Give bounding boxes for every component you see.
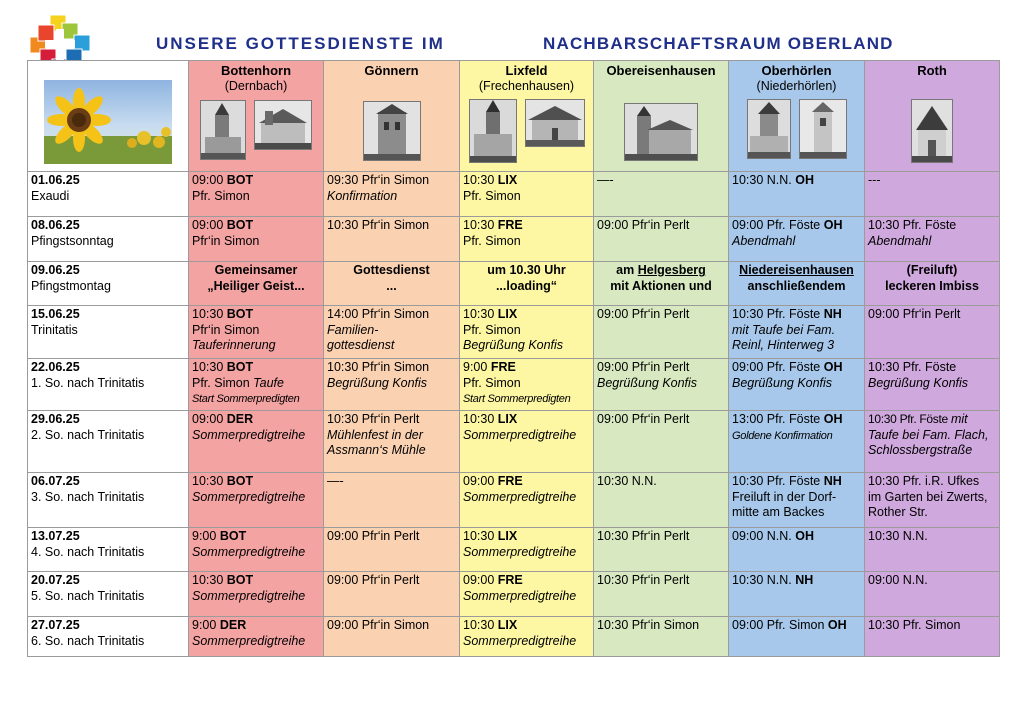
service-note: Abendmahl <box>732 233 796 248</box>
service-line: 10:30 Pfr‘in Simon <box>597 618 700 632</box>
location-code: OH <box>795 529 814 543</box>
date: 29.06.25 <box>31 412 80 426</box>
banner-text: am <box>616 263 638 277</box>
location-code: BOT <box>226 218 254 232</box>
service-line: 09:00 N.N. <box>732 529 792 543</box>
service-note: Sommerpredigtreihe <box>192 544 306 559</box>
banner-text: mit Aktionen und <box>610 278 712 293</box>
service-time: 9:00 <box>192 529 217 543</box>
banner-text: ...loading“ <box>495 278 558 293</box>
church-photo <box>469 99 517 163</box>
column-name: Obereisenhausen <box>606 63 716 78</box>
service-time: 10:30 <box>192 360 224 374</box>
service-time: 9:00 <box>192 618 217 632</box>
location-code: LIX <box>497 307 518 321</box>
service-line: 10:30 Pfr. Simon <box>868 618 961 632</box>
banner-text: Gemeinsamer <box>214 263 298 277</box>
column-header-bottenhorn <box>189 61 324 172</box>
service-line: 10:30 Pfr‘in Perlt <box>327 412 420 426</box>
location-code: NH <box>823 474 842 488</box>
location-code: OH <box>795 173 814 187</box>
service-time: 10:30 <box>463 412 495 426</box>
service-line: 09:00 Pfr‘in Perlt <box>327 529 420 543</box>
service-note: Sommerpredigtreihe <box>463 588 577 603</box>
service-note: Mühlenfest in der <box>327 427 423 442</box>
column-subname: (Niederhörlen) <box>756 78 837 93</box>
pastor: Pfr. Simon <box>463 322 521 337</box>
banner-place: Niedereisenhausen <box>739 263 854 277</box>
service-line: 09:30 Pfr‘in Simon <box>327 173 430 187</box>
service-note: mitte am Backes <box>732 505 825 519</box>
church-photo <box>624 103 698 161</box>
column-header-oberhoerlen <box>729 61 865 172</box>
service-note: Konfirmation <box>327 188 398 203</box>
church-photo <box>799 99 847 159</box>
service-note: mit <box>950 412 968 426</box>
service-note: Taufe <box>253 375 284 390</box>
column-name: Bottenhorn <box>220 63 292 78</box>
date: 09.06.25 <box>31 263 80 277</box>
location-code: LIX <box>497 173 518 187</box>
banner-text: ... <box>386 278 397 293</box>
service-line: 10:30 Pfr‘in Perlt <box>597 529 690 543</box>
location-code: LIX <box>497 412 518 426</box>
service-time: 09:00 <box>192 412 224 426</box>
location-code: BOT <box>226 573 254 587</box>
service-line: 14:00 Pfr‘in Simon <box>327 307 430 321</box>
service-line: 09:00 Pfr. Föste <box>732 360 821 374</box>
service-time: 10:30 <box>463 529 495 543</box>
service-line: 09:00 Pfr‘in Perlt <box>597 412 690 426</box>
service-note: Begrüßung Konfis <box>732 375 833 390</box>
location-code: FRE <box>497 573 523 587</box>
service-note: Taufe bei Fam. Flach, <box>868 427 989 442</box>
service-time: 10:30 <box>463 618 495 632</box>
service-note: Assmann‘s Mühle <box>327 443 426 457</box>
banner-text: (Freiluft) <box>906 263 958 277</box>
church-photo <box>200 100 246 160</box>
date: 27.07.25 <box>31 618 80 632</box>
column-subname: (Dernbach) <box>224 78 288 93</box>
service-line: --- <box>868 173 881 187</box>
day-name: Exaudi <box>31 188 70 203</box>
service-time: 09:00 <box>463 474 495 488</box>
table-row <box>28 306 1000 359</box>
header-row <box>28 61 1000 172</box>
service-note: Schlossbergstraße <box>868 443 973 457</box>
date: 01.06.25 <box>31 173 80 187</box>
service-line: 13:00 Pfr. Föste <box>732 412 821 426</box>
pastor: Pfr‘in Simon <box>192 233 260 248</box>
pastor: Pfr. Simon <box>463 233 521 248</box>
service-line: 10:30 Pfr. i.R. Ufkes <box>868 474 980 488</box>
day-name: Pfingstsonntag <box>31 233 114 248</box>
pastor: Pfr. Simon <box>192 188 250 203</box>
service-time: 10:30 <box>192 573 224 587</box>
table-row <box>28 528 1000 572</box>
service-note: Begrüßung Konfis <box>327 375 428 390</box>
service-note: Goldene Konfirmation <box>732 429 833 442</box>
service-time: 10:30 <box>192 307 224 321</box>
date: 15.06.25 <box>31 307 80 321</box>
service-note: Sommerpredigtreihe <box>463 489 577 504</box>
service-note: gottesdienst <box>327 338 395 352</box>
church-photo <box>254 100 312 150</box>
service-note: Sommerpredigtreihe <box>463 633 577 648</box>
banner-place: Helgesberg <box>637 263 706 277</box>
date: 13.07.25 <box>31 529 80 543</box>
service-time: 09:00 <box>463 573 495 587</box>
service-note: Start Sommerpredigten <box>463 393 571 405</box>
date: 06.07.25 <box>31 474 80 488</box>
location-code: FRE <box>497 474 523 488</box>
day-name: 4. So. nach Trinitatis <box>31 544 145 559</box>
service-time: 9:00 <box>463 360 488 374</box>
service-line: 09:00 Pfr‘in Perlt <box>327 573 420 587</box>
service-line: —- <box>597 173 614 187</box>
banner-text: um 10.30 Uhr <box>487 263 566 277</box>
service-line: 09:00 Pfr‘in Perlt <box>868 307 961 321</box>
service-time: 10:30 <box>463 173 495 187</box>
location-code: LIX <box>497 529 518 543</box>
column-name: Roth <box>917 63 947 78</box>
location-code: DER <box>226 412 254 426</box>
location-code: FRE <box>497 218 523 232</box>
service-line: 09:00 Pfr‘in Perlt <box>597 307 690 321</box>
location-code: OH <box>823 218 843 232</box>
location-code: NH <box>795 573 814 587</box>
service-note: Tauferinnerung <box>192 338 276 352</box>
service-note: Begrüßung Konfis <box>463 338 564 352</box>
service-note: Rother Str. <box>868 505 928 519</box>
table-row <box>28 411 1000 473</box>
service-note: Begrüßung Konfis <box>868 375 969 390</box>
day-name: Trinitatis <box>31 322 78 337</box>
service-line: 10:30 Pfr‘in Perlt <box>597 573 690 587</box>
service-time: 09:00 <box>192 218 224 232</box>
table-row <box>28 359 1000 411</box>
church-photo <box>363 101 421 161</box>
service-line: 09:00 Pfr‘in Simon <box>327 618 430 632</box>
pastor: Pfr. Simon <box>463 375 521 390</box>
table-row <box>28 473 1000 528</box>
service-line: 10:30 Pfr. Föste <box>868 360 957 374</box>
day-name: 1. So. nach Trinitatis <box>31 375 145 390</box>
service-note: Sommerpredigtreihe <box>192 588 306 603</box>
location-code: DER <box>219 618 247 632</box>
service-note: Abendmahl <box>868 233 932 248</box>
sunflower-image <box>44 80 172 164</box>
column-subname: (Frechenhausen) <box>478 78 575 93</box>
location-code: BOT <box>226 474 254 488</box>
day-name: 2. So. nach Trinitatis <box>31 427 145 442</box>
column-header-roth <box>865 61 1000 172</box>
date: 08.06.25 <box>31 218 80 232</box>
column-header-lixfeld <box>460 61 594 172</box>
service-line: 10:30 Pfr. Föste <box>732 474 821 488</box>
service-time: 09:00 <box>192 173 224 187</box>
column-header-obereisenhausen <box>594 61 729 172</box>
service-note: Sommerpredigtreihe <box>192 489 306 504</box>
service-line: 09:00 Pfr‘in Perlt <box>597 218 690 232</box>
pastor: Pfr. Simon <box>463 188 521 203</box>
date: 22.06.25 <box>31 360 80 374</box>
service-note: Start Sommerpredigten <box>192 393 300 405</box>
location-code: LIX <box>497 618 518 632</box>
banner-text: leckeren Imbiss <box>885 278 979 293</box>
service-line: —- <box>327 474 344 488</box>
day-name: 3. So. nach Trinitatis <box>31 489 145 504</box>
location-code: OH <box>823 360 843 374</box>
church-photo <box>911 99 953 163</box>
location-code: BOT <box>226 173 254 187</box>
service-line: 10:30 Pfr‘in Simon <box>327 360 430 374</box>
table-row <box>28 262 1000 306</box>
date: 20.07.25 <box>31 573 80 587</box>
service-note: Sommerpredigtreihe <box>192 427 306 442</box>
service-note: Sommerpredigtreihe <box>463 427 577 442</box>
table-row <box>28 172 1000 217</box>
location-code: NH <box>823 307 842 321</box>
table-row <box>28 572 1000 617</box>
sunflower-cell <box>28 61 189 172</box>
service-note: Familien- <box>327 322 379 337</box>
service-note: Begrüßung Konfis <box>597 375 698 390</box>
table-row <box>28 617 1000 657</box>
page-title-left: UNSERE GOTTESDIENSTE IM <box>156 34 445 53</box>
page-title-right: NACHBARSCHAFTSRAUM OBERLAND <box>543 34 894 53</box>
column-name: Lixfeld <box>505 63 548 78</box>
service-line: 09:00 Pfr. Simon <box>732 618 825 632</box>
location-code: FRE <box>490 360 516 374</box>
service-note: Sommerpredigtreihe <box>463 544 577 559</box>
location-code: BOT <box>226 360 254 374</box>
service-note: Freiluft in der Dorf- <box>732 489 837 504</box>
column-name: Oberhörlen <box>761 63 832 78</box>
church-photo <box>525 99 585 147</box>
service-time: 10:30 <box>463 218 495 232</box>
column-header-goennern <box>324 61 460 172</box>
service-line: 10:30 N.N. <box>732 173 792 187</box>
service-line: 09:00 N.N. <box>868 573 928 587</box>
service-note: Sommerpredigtreihe <box>192 633 306 648</box>
day-name: Pfingstmontag <box>31 278 111 293</box>
location-code: BOT <box>226 307 254 321</box>
service-line: 10:30 Pfr. Föste <box>732 307 821 321</box>
schedule-table <box>27 60 1000 657</box>
location-code: BOT <box>219 529 247 543</box>
service-line: 10:30 Pfr. Föste <box>868 218 957 232</box>
service-line: 10:30 Pfr. Föste <box>868 412 951 426</box>
location-code: OH <box>827 618 847 632</box>
service-line: 10:30 N.N. <box>732 573 792 587</box>
service-line: 10:30 N.N. <box>597 474 657 488</box>
banner-text: anschließendem <box>747 278 846 293</box>
pastor: Pfr‘in Simon <box>192 322 260 337</box>
service-note: mit Taufe bei Fam. <box>732 322 836 337</box>
pastor: Pfr. Simon <box>192 375 254 390</box>
banner-text: „Heiliger Geist... <box>207 278 305 293</box>
location-code: OH <box>823 412 843 426</box>
service-time: 10:30 <box>192 474 224 488</box>
column-name: Gönnern <box>364 63 419 78</box>
church-photo <box>747 99 791 159</box>
service-line: 09:00 Pfr. Föste <box>732 218 821 232</box>
service-note: im Garten bei Zwerts, <box>868 489 988 504</box>
service-note: Reinl, Hinterweg 3 <box>732 338 835 352</box>
banner-text: Gottesdienst <box>353 263 430 277</box>
day-name: 5. So. nach Trinitatis <box>31 588 145 603</box>
service-time: 10:30 <box>463 307 495 321</box>
service-line: 10:30 Pfr‘in Simon <box>327 218 430 232</box>
table-row <box>28 217 1000 262</box>
day-name: 6. So. nach Trinitatis <box>31 633 145 648</box>
service-line: 09:00 Pfr‘in Perlt <box>597 360 690 374</box>
service-line: 10:30 N.N. <box>868 529 928 543</box>
